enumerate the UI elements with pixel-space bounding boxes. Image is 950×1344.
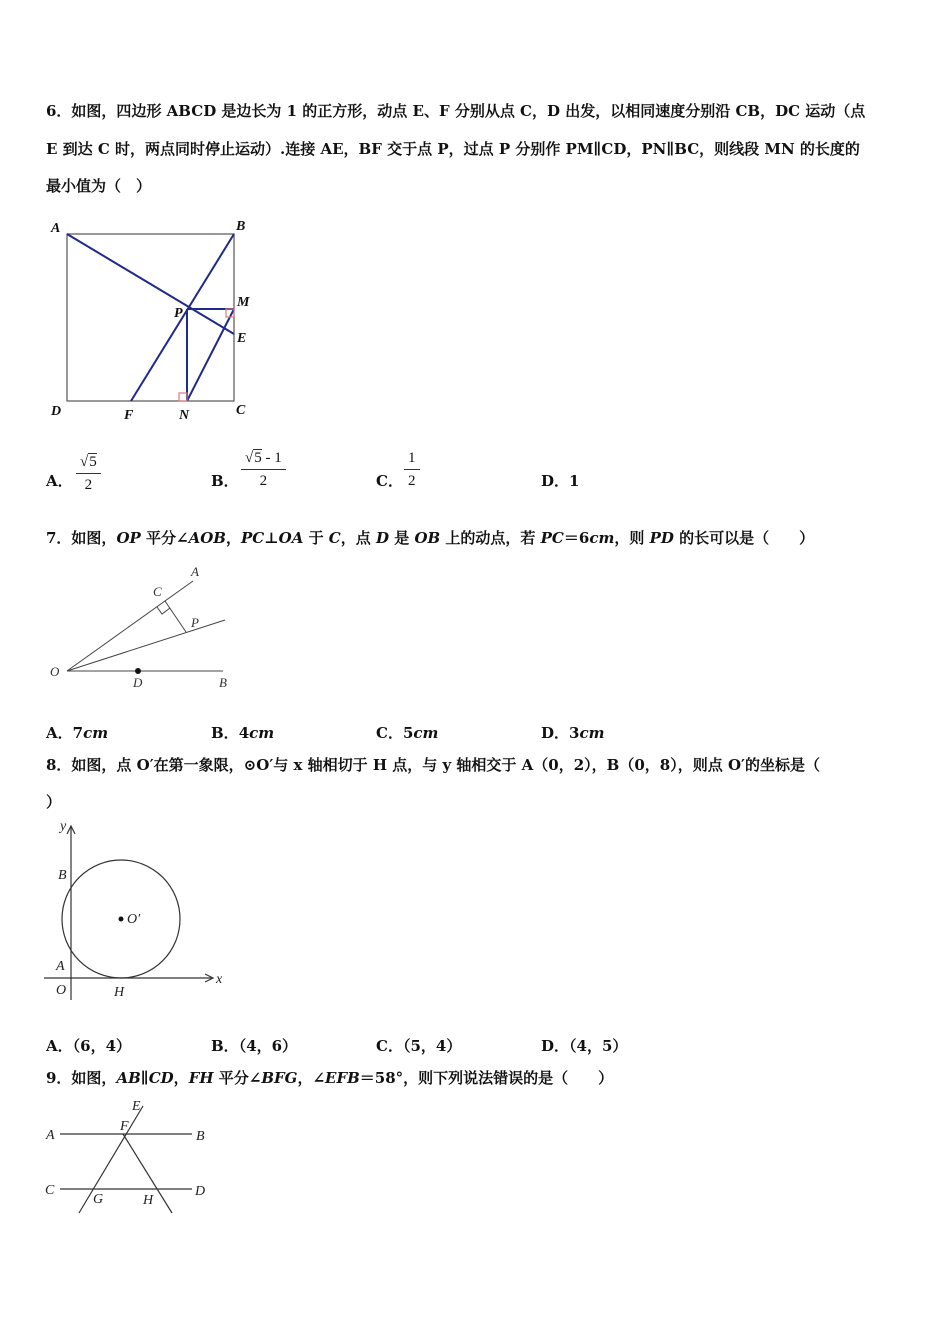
q9-t2: ∥: [140, 1069, 149, 1087]
q7-t10: ，点: [340, 529, 376, 547]
q7-t18: ，则: [614, 529, 650, 547]
q7-option-b-unit: cm: [249, 724, 275, 742]
q8-option-a-letter: A．: [46, 1037, 73, 1055]
q9-label-h: H: [143, 1193, 154, 1208]
q7-t13: OB: [414, 529, 441, 547]
q7-label-c: C: [153, 584, 162, 599]
q9-label-c: C: [45, 1183, 55, 1198]
q7-label-o: O: [50, 664, 60, 679]
q9-t10: ＝58°，则下列说法错误的是（ ）: [359, 1069, 614, 1087]
q7-option-b-num: 4: [238, 724, 250, 742]
q8-option-d-value: （4，5）: [569, 1037, 628, 1055]
q6-option-d-letter: D．: [541, 472, 570, 490]
q6-line-1: 6．如图，四边形 ABCD 是边长为 1 的正方形，动点 E、F 分别从点 C，D 出发，以相同速度分别沿 CB，DC 运动（点: [46, 102, 866, 120]
q9-line-ef: [79, 1106, 143, 1213]
q7-t1: OP: [116, 529, 141, 547]
q8-label-a: A: [56, 959, 65, 974]
q7-option-d-unit: cm: [579, 724, 605, 742]
q7-option-d-letter: D．: [541, 724, 570, 742]
q6-option-a-root: √: [80, 454, 89, 470]
q9-t3: CD: [148, 1069, 174, 1087]
q9-label-g: G: [93, 1192, 104, 1207]
q6-label-d: D: [51, 404, 62, 419]
q6-option-b-numerator-rest: - 1: [261, 450, 282, 466]
q6-option-a-numerator: 5: [89, 454, 97, 470]
q9-t1: AB: [116, 1069, 141, 1087]
q6-option-b-root: √: [245, 450, 254, 466]
q7-t9: C: [328, 529, 341, 547]
q8-label-y: y: [60, 819, 67, 834]
q7-option-d-num: 3: [569, 724, 580, 742]
q9-t5: FH: [188, 1069, 214, 1087]
q8-option-c-value: （5，4）: [402, 1037, 462, 1055]
q8-line-2: ）: [46, 793, 62, 811]
q6-option-d-value: 1: [569, 472, 580, 490]
q7-t14: 上的动点，若: [440, 529, 541, 547]
q8-option-d-letter: D．: [541, 1037, 570, 1055]
q7-t2: 平分∠: [140, 529, 189, 547]
q8-label-x: x: [216, 972, 223, 987]
q7-t11: D: [375, 529, 389, 547]
q6-option-b-letter: B．: [211, 472, 239, 490]
q6-option-a-letter: A．: [46, 472, 73, 490]
q7-option-b-letter: B．: [211, 724, 239, 742]
q6-label-b: B: [236, 219, 246, 234]
q6-option-a-denominator: 2: [84, 477, 93, 493]
q9-t0: 9．如图，: [46, 1069, 117, 1087]
q6-label-p: P: [174, 306, 183, 321]
q7-label-b: B: [219, 675, 227, 690]
q7-t3: AOB: [188, 529, 226, 547]
q6-label-n: N: [179, 408, 190, 423]
q6-option-b-numerator: 5: [254, 450, 262, 466]
q6-option-c-letter: C．: [376, 472, 403, 490]
q7-t17: cm: [589, 529, 615, 547]
q8-line-1: 8．如图，点 O′在第一象限，⊙O′与 x 轴相切于 H 点，与 y 轴相交于 A（0，2），B（0，8），则点 O′的坐标是（: [46, 756, 820, 774]
q7-option-c-unit: cm: [413, 724, 439, 742]
q8-option-c-letter: C．: [376, 1037, 403, 1055]
q9-t4: ，: [173, 1069, 189, 1087]
q7-t4: ，: [225, 529, 241, 547]
q7-option-a-letter: A．: [46, 724, 73, 742]
q7-t12: 是: [389, 529, 415, 547]
q6-option-c-denominator: 2: [408, 473, 416, 489]
q7-option-a-unit: cm: [83, 724, 109, 742]
q7-t19: PD: [649, 529, 674, 547]
q8-option-b-letter: B．: [211, 1037, 239, 1055]
q7-t6: ⊥: [264, 529, 279, 547]
q6-label-e: E: [237, 331, 247, 346]
q6-line-2: E 到达 C 时，两点同时停止运动）.连接 AE，BF 交于点 P，过点 P 分别作 PM∥CD，PN∥BC，则线段 MN 的长度的: [46, 140, 860, 158]
q9-label-b: B: [196, 1129, 205, 1144]
q8-option-b-value: （4，6）: [238, 1037, 298, 1055]
q8-label-o: O: [56, 983, 67, 998]
q7-label-a: A: [191, 564, 199, 579]
q6-label-f: F: [124, 408, 134, 423]
q6-label-m: M: [237, 295, 250, 310]
q9-label-f: F: [120, 1119, 129, 1134]
q8-label-b: B: [58, 868, 67, 883]
q7-t15: PC: [540, 529, 564, 547]
q7-label-d: D: [133, 675, 143, 690]
q6-option-c-numerator: 1: [404, 447, 420, 470]
q9-label-e: E: [132, 1099, 141, 1114]
q7-t16: ＝6: [563, 529, 590, 547]
q7-option-a-num: 7: [72, 724, 84, 742]
q7-t20: 的长可以是（ ）: [673, 529, 815, 547]
q9-t7: BFG: [261, 1069, 298, 1087]
q7-t0: 7．如图，: [46, 529, 117, 547]
q6-line-3: 最小值为（ ）: [46, 177, 152, 195]
q7-t7: OA: [278, 529, 304, 547]
q7-option-c-num: 5: [402, 724, 414, 742]
q8-option-a-value: （6，4）: [72, 1037, 132, 1055]
q9-label-d: D: [195, 1184, 206, 1199]
q7-label-p: P: [191, 615, 199, 630]
q6-label-c: C: [236, 403, 246, 418]
q7-t5: PC: [241, 529, 265, 547]
q8-label-h: H: [114, 985, 125, 1000]
q6-option-b-denominator: 2: [259, 473, 268, 489]
q9-t6: 平分∠: [213, 1069, 262, 1087]
q6-label-a: A: [51, 221, 61, 236]
q7-t8: 于: [303, 529, 329, 547]
q7-option-c-letter: C．: [376, 724, 403, 742]
q9-label-a: A: [46, 1128, 55, 1143]
q9-t8: ，∠: [297, 1069, 326, 1087]
q9-t9: EFB: [325, 1069, 360, 1087]
q8-label-o-prime: O′: [127, 912, 141, 927]
